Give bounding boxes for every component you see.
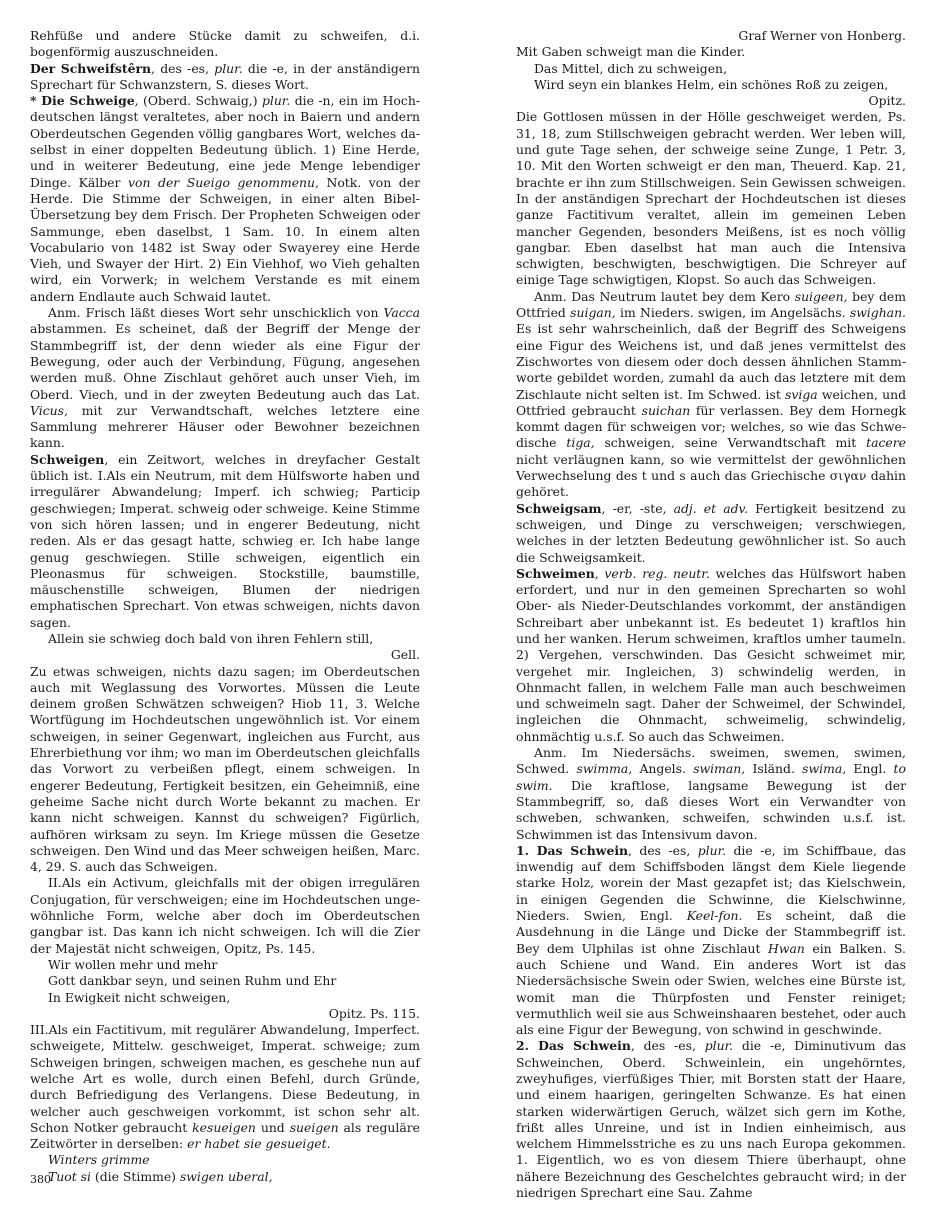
text-run: als reguläre Zeitwörter in derselben: — [30, 1119, 420, 1152]
italic-text: to swim. — [516, 761, 906, 793]
text-run: Anm. Frisch läßt dieses Wort sehr unschicklich von — [48, 305, 384, 321]
italic-text: plur. — [214, 60, 243, 76]
text-run: Anm. Im Niedersächs. sweimen, swemen, swimen, Schwed. — [516, 745, 906, 777]
paragraph — [516, 501, 906, 566]
entry-headword: 2. Das Schwein — [516, 1038, 631, 1054]
text-run: , ein Zeitwort, welches in dreyfacher Gestalt üblich ist. I.Als ein Neutrum, mit dem Hülfsworte haben und irregulärer Abwandelung; Imperf. ich schwieg; Particip geschwiegen; Imperat. schweig oder schweige. Keine Stimme von sich hören lassen; und in engerer Bedeutung, nicht reden. Als er das gesagt hatte, schwieg er. Ich habe lange genug geschwiegen. Stille schweigen, eigentlich ein Pleonasmus für schweigen. Stockstille, baumstille, mäuschenstille schweigen, Blumen der niedrigen emphatischen Sprechart. Von etwas schweigen, nichts davon sagen. — [30, 451, 420, 630]
italic-text: Vicus, — [30, 402, 68, 418]
italic-text: swighan. — [849, 305, 906, 321]
page-number: 380 — [30, 1173, 51, 1186]
text-run: Die Gottlosen müssen in der Hölle geschweiget werden, Ps. 31, 18, zum Stillschweigen gebracht werden. Wer leben will, und gute Tage sehen, der schweige seine Zunge, 1 Petr. 3, 10. Mit den Worten schweigt er den man, Theuerd. Kap. 21, brachte er ihn zum Stillschweigen. Sein Gewissen schweigen. In der anständigen Sprechart der Hochdeutschen ist dieses ganze Factitivum veraltet, allein im gemeinen Leben mancher Gegenden, besonders Meißens, ist es noch völlig gangbar. Eben daselbst hat man auch die Intensiva schwigten, beschwigten, beschwigtigen. Die Schreyer auf einige Tage schwigtigen, Klopst. So auch das Schweigen. — [516, 109, 906, 288]
paragraph — [30, 305, 420, 452]
text-run: In Ewigkeit nicht schweigen, — [48, 989, 231, 1005]
text-run: (die Stimme) — [90, 1168, 180, 1184]
entry-headword: Der Schweifstêrn — [30, 60, 152, 76]
paragraph — [30, 1022, 420, 1152]
italic-text: plur. — [697, 842, 727, 858]
text-run: Es ist sehr wahrscheinlich, daß der Begriff des Schweigens eine Figur des Weichens ist, und daß jenes vermittelst des Zischwortes von diesem oder doch dessen ähnlichen Stammworte gebildet worden, zumahl da auch das letztere mit dem Zischlaute nicht selten ist. Im Schwed. ist — [516, 321, 906, 402]
paragraph — [516, 289, 906, 501]
italic-text: Vacca — [383, 305, 420, 321]
italic-text: tacere — [866, 435, 906, 451]
text-run: für verlassen. Bey dem Hornegk kommt dagen für schweigen vor; welches, so wie das Schwedische — [516, 402, 906, 451]
text-run: bey dem Ottfried — [516, 288, 906, 321]
text-run: und — [255, 1119, 290, 1135]
text-run: nicht verläugnen kann, so wie vermittelst der gewöhnlichen Verwechselung des t und s auch das Griechische σιγαν dahin gehöret. — [516, 451, 906, 500]
text-run: Wird seyn ein blankes Helm, ein schönes Roß zu zeigen, — [534, 76, 889, 92]
text-run: schweigen, seine Verwandtschaft mit — [594, 435, 867, 451]
italic-text: kesueigen — [192, 1119, 256, 1135]
text-run: Mit Gaben schweigt man die Kinder. — [516, 44, 746, 60]
paragraph — [30, 973, 420, 989]
italic-text: swiman, — [693, 761, 746, 777]
text-run: , — [594, 565, 605, 581]
paragraph — [516, 1038, 906, 1201]
italic-text: tiga, — [566, 435, 595, 451]
italic-text: er habet sie gesueiget. — [187, 1136, 331, 1152]
text-run: Rehfüße und andere Stücke damit zu schweifen, d.i. bogenförmig auszuschneiden. — [30, 28, 420, 60]
text-run: die -e, Diminutivum das Schweinchen, Oberd. Schweinlein, ein ungehörntes, zweyhufiges, vierfüßiges Thier, mit Borsten statt der Haare, und einem haarigen, geringelten Schwanze. Es hat einen starken widerwärtigen Geruch, wälzet sich gern im Kothe, frißt alles Unreine, und ist in Indien einheimisch, aus welchem Himmelsstriche es zu uns nach Europa gekommen. 1. Eigentlich, wo es von diesem Thiere überhaupt, ohne nähere Bezeichnung des Geschelchtes gebraucht wird; in der niedrigen Sprechart eine Sau. Zahme — [516, 1038, 906, 1201]
text-run: , des -es, — [151, 60, 215, 76]
text-run: Das Mittel, dich zu schweigen, — [534, 60, 727, 76]
italic-text: plur. — [261, 93, 291, 109]
paragraph — [30, 93, 420, 305]
paragraph — [30, 1152, 420, 1168]
text-run: Wir wollen mehr und mehr — [48, 956, 218, 972]
text-run: Engl. — [846, 761, 894, 777]
italic-text: von der Sueigo genommenu, — [128, 174, 319, 190]
text-run: Fertigkeit besitzend zu schweigen, und Dinge zu verschweigen; verschwiegen, welches in der letzten Bedeutung gewöhnlicher ist. So auch die Schweigsamkeit. — [516, 500, 906, 565]
text-run: abstammen. Es scheinet, daß der Begriff der Menge der Stammbegriff ist, der denn wieder als eine Figur der Bewegung, oder auch der Verbindung, Fügung, angesehen werden muß. Ohne Zischlaut gehöret auch unser Vieh, im Oberd. Viech, und in der zweyten Bedeutung auch das Lat. — [30, 321, 420, 402]
paragraph — [516, 745, 906, 843]
paragraph — [516, 566, 906, 745]
text-run: Opitz. Ps. 115. — [328, 1005, 420, 1021]
paragraph — [516, 843, 906, 1039]
entry-headword: Schweigsam — [516, 500, 602, 516]
paragraph — [30, 1169, 420, 1185]
paragraph — [516, 109, 906, 288]
right-column — [516, 28, 906, 1201]
paragraph — [30, 957, 420, 973]
text-run: , des -es, — [628, 842, 698, 858]
paragraph — [30, 28, 420, 61]
entry-headword: * Die Schweige — [30, 93, 135, 109]
italic-text: sueigen — [289, 1119, 339, 1135]
italic-text: suigeen, — [794, 288, 848, 304]
paragraph — [516, 61, 906, 77]
text-run: , (Oberd. Schwaig,) — [134, 93, 262, 109]
paragraph — [516, 28, 906, 44]
italic-text: Hwan — [768, 940, 805, 956]
paragraph — [30, 452, 420, 631]
text-run: Es scheint, daß die Ausdehnung in die Länge und Dicke der Stammbegriff ist. Bey dem Ulphilas ist ohne Zischlaut — [516, 908, 906, 956]
italic-text: swima, — [802, 761, 847, 777]
text-run: Zu etwas schweigen, nichts dazu sagen; im Oberdeutschen auch mit Weglassung des Vorwortes. Müssen die Leute deinem großen Schwätzen schweigen? Hiob 11, 3. Welche Wortfügung im Hochdeutschen ungewöhnlich ist. Vor einem schweigen, in seiner Gegenwart, ingleichen aus Furcht, aus Ehrerbiethung vor ihm; wo man im Oberdeutschen gleichfalls das Vorwort zu verbeißen pflegt, einem schweigen. In engerer Bedeutung, Fertigkeit besitzen, ein Geheimniß, eine geheime Sache nicht durch Worte bekannt zu machen. Er kann nicht schweigen. Kannst du schweigen? Figürlich, aufhören wirksam zu seyn. Im Kriege müssen die Gesetze schweigen. Den Wind und das Meer schweigen heißen, Marc. 4, 29. S. auch das Schweigen. — [30, 663, 420, 875]
entry-headword: Schweimen — [516, 565, 595, 581]
paragraph — [30, 664, 420, 876]
text-run: die -e, im Schiffbaue, das inwendig auf dem Schiffsboden längst dem Kiele liegende starke Holz, worein der Mast gezapfet ist; das Kielschwein, in einigen Gegenden die Schwinne, die Kielschwinne, Nieders. Swien, Engl. — [516, 842, 906, 924]
text-run: III.Als ein Factitivum, mit regulärer Abwandelung, Imperfect. schweigete, Mittelw. geschweiget, Imperat. schweige; zum Schweigen bringen, schweigen machen, es geschehe nun auf welche Art es wolle, durch einen Befehl, durch Gründe, durch Befriedigung des Verlangens. Diese Bedeutung, in welcher auch geschweigen vorkommt, ist schon sehr alt. Schon Notker gebraucht — [30, 1022, 420, 1135]
italic-text: suigan, — [570, 305, 616, 321]
italic-text: Keel-fon. — [686, 908, 743, 924]
text-run: Graf Werner von Honberg. — [738, 28, 906, 43]
entry-headword: 1. Das Schwein — [516, 842, 629, 858]
entry-headword: Schweigen — [30, 451, 105, 467]
text-run: Die kraftlose, langsame Bewegung ist der Stammbegriff, so, daß dieses Wort ein Verwandter von schweben, schwanken, schweifen, schwinden u.s.f. ist. Schwimmen ist das Intensivum davon. — [516, 777, 906, 842]
text-run: Gell. — [390, 647, 420, 663]
paragraph — [30, 647, 420, 663]
paragraph — [516, 77, 906, 93]
italic-text: sviga — [785, 386, 818, 402]
paragraph — [30, 990, 420, 1006]
text-run: die -n, ein im Hochdeutschen längst veraltetes, aber noch in Baiern und andern Oberdeutschen Gegenden völlig gangbares Wort, welches daselbst in einer doppelten Bedeutung üblich. 1) Eine Herde, und in weiterer Bedeutung, eine jede Menge lebendiger Dinge. Kälber — [30, 93, 421, 190]
text-run: Allein sie schwieg doch bald von ihren Fehlern still, — [48, 630, 374, 646]
text-run: Anm. Das Neutrum lautet bey dem Kero — [534, 288, 795, 304]
italic-text: Winters grimme — [48, 1152, 150, 1168]
italic-text: Tuot si — [48, 1168, 91, 1184]
text-run: , -er, -ste, — [601, 500, 674, 516]
paragraph — [516, 44, 906, 60]
italic-text: swimma, — [576, 761, 633, 777]
text-run: Opitz. — [868, 93, 906, 109]
text-run: II.Als ein Activum, gleichfalls mit der obigen irregulären Conjugation, für verschweigen; eine im Hochdeutschen ungewöhnliche Form, welche aber doch im Oberdeutschen gangbar ist. Das kann ich nicht schweigen. Ich will die Zier der Majestät nicht schweigen, Opitz, Ps. 145. — [30, 875, 420, 956]
text-run: im Nieders. swigen, im Angelsächs. — [615, 305, 850, 321]
paragraph — [30, 631, 420, 647]
paragraph — [30, 1006, 420, 1022]
text-run: Isländ. — [745, 761, 803, 777]
text-run: mit zur Verwandtschaft, welches letztere eine Sammlung mehrerer Häuser oder Bewohner bezeichnen kann. — [30, 402, 420, 451]
text-run: welches das Hülfswort haben erfordert, und nur in den gemeinen Sprecharten so wohl Ober- als Nieder-Deutschlandes vorkommt, der anständigen Schreibart aber unbekannt ist. Es bedeutet 1) kraftlos hin und her wanken. Herum schweimen, kraftlos umher taumeln. 2) Vergehen, verschwinden. Das Gesicht schweimet mir, vergehet mir. Ingleichen, 3) schwindelig werden, in Ohnmacht fallen, in welchem Falle man auch beschweimen und schweimeln sagt. Daher der Schweimel, der Schwindel, ingleichen die Ohnmacht, schweimelig, schwindelig, ohnmächtig u.s.f. So auch das Schweimen. — [516, 565, 906, 744]
text-run: weichen, und Ottfried gebraucht — [516, 386, 906, 418]
italic-text: verb. reg. neutr. — [604, 565, 710, 581]
paragraph — [30, 61, 420, 94]
text-run: Angels. — [632, 761, 694, 777]
text-run: Notk. von der Herde. Die Stimme der Schweigen, in einer alten Bibel-Übersetzung bey dem Frisch. Der Propheten Schweigen oder Sammunge, eben daselbst, 1 Sam. 10. In einem alten Vocabulario von 1482 ist Sway oder Swayerey eine Herde Vieh, und Swayer der Hirt. 2) Ein Viehhof, wo Vieh gehalten wird, ein Vorwerk; in welchem Verstande es mit einem andern Endlaute auch Schwaid lautet. — [30, 174, 420, 304]
text-run: die -e, in der anständigern Sprechart für Schwanzstern, S. dieses Wort. — [30, 60, 420, 92]
paragraph — [516, 93, 906, 109]
text-run: Gott dankbar seyn, und seinen Ruhm und Ehr — [48, 973, 337, 989]
italic-text: adj. et adv. — [673, 500, 749, 516]
text-run: , des -es, — [630, 1038, 705, 1054]
italic-text: suichan — [641, 402, 691, 418]
text-run: ein Balken. S. auch Schiene und Wand. Ein anderes Wort ist das Niedersächsische Swein oder Swien, welches eine Bürste ist, womit man die Thürpfosten und Fenster reiniget; vermuthlich weil sie aus Schweinshaaren bestehet, oder auch als eine Figur der Bewegung, von schwind in geschwinde. — [516, 940, 906, 1038]
italic-text: plur. — [704, 1038, 734, 1054]
italic-text: swigen uberal, — [179, 1168, 273, 1184]
paragraph — [30, 875, 420, 956]
